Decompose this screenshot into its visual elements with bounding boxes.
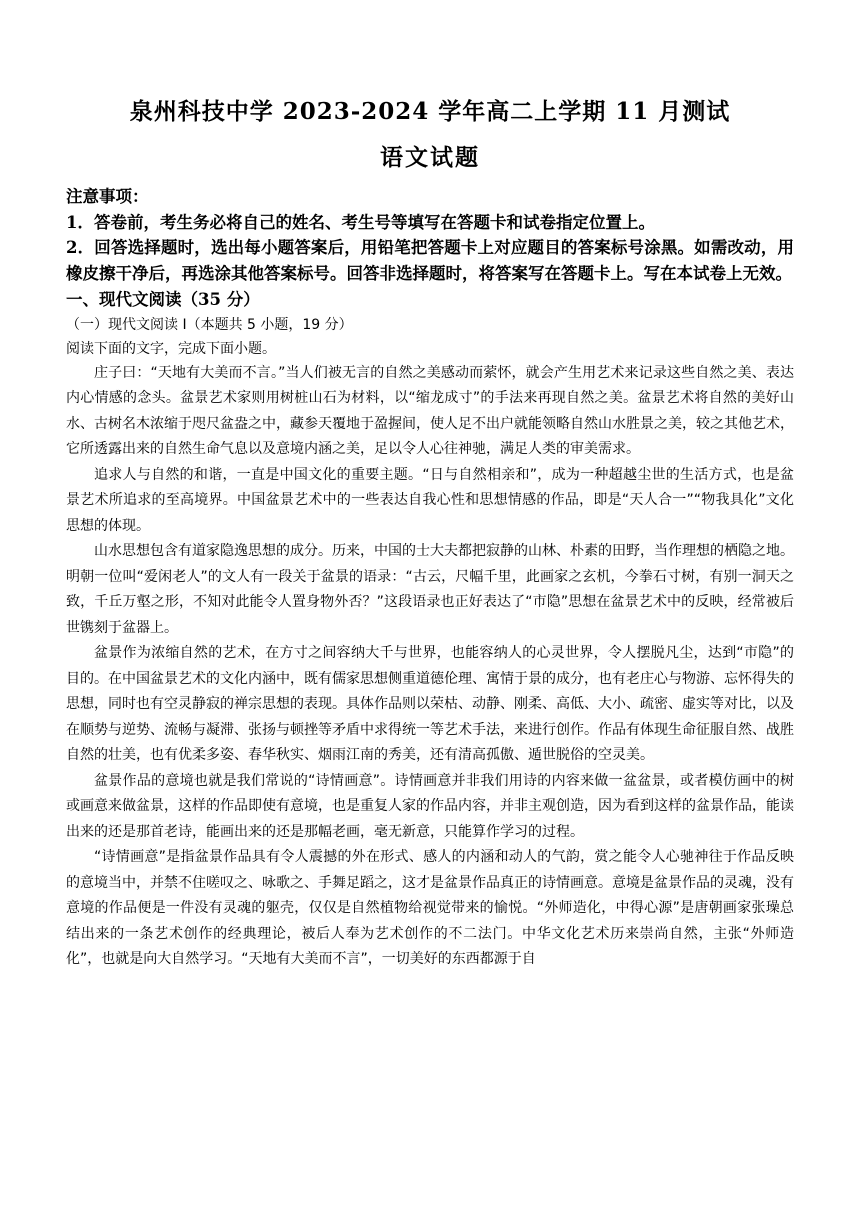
passage-paragraph-6: “诗情画意”是指盆景作品具有令人震撼的外在形式、感人的内涵和动人的气韵，赏之能令人心驰神往于作品反映的意境当中，并禁不住嗟叹之、咏歌之、手舞足蹈之，这才是盆景作品真正的诗情画意。意境是盆景作品的灵魂，没有意境的作品便是一件没有灵魂的躯壳，仅仅是自然植物给视觉带来的愉悦。“外师造化，中得心源”是唐朝画家张璪总结出来的一条艺术创作的经典理论，被后人奉为艺术创作的不二法门。中华文化艺术历来崇尚自然，主张“外师造化”，也就是向大自然学习。“天地有大美而不言”，一切美好的东西都源于自 bbox=[66, 849, 794, 967]
passage-paragraph-3: 山水思想包含有道家隐逸思想的成分。历来，中国的士大夫都把寂静的山林、朴素的田野，当作理想的栖隐之地。明朝一位叫“爱闲老人”的文人有一段关于盆景的语录：“古云，尺幅千里，此画家之玄机，今拳石寸树，有别一洞天之致，千丘万壑之形，不知对此能令人置身物外否？”这段语录也正好表达了“市隐”思想在盆景艺术中的反映，经常被后世镌刻于盆器上。 bbox=[66, 543, 794, 636]
passage-paragraph-1: 庄子曰：“天地有大美而不言。”当人们被无言的自然之美感动而萦怀，就会产生用艺术来记录这些自然之美、表达内心情感的念头。盆景艺术家则用树桩山石为材料，以“缩龙成寸”的手法来再现自然之美。盆景艺术将自然的美好山水、古树名木浓缩于咫尺盆盎之中，藏参天覆地于盈握间，使人足不出户就能领略自然山水胜景之美，较之其他艺术，它所透露出来的自然生命气息以及意境内涵之美，足以令人心往神驰，满足人类的审美需求。 bbox=[66, 364, 794, 457]
section-subheading: （一）现代文阅读 I（本题共 5 小题，19 分） bbox=[66, 316, 353, 333]
section-heading: 一、现代文阅读（35 分） bbox=[66, 290, 260, 309]
notice-item-2: 2．回答选择题时，选出每小题答案后，用铅笔把答题卡上对应题目的答案标号涂黑。如需改动，用橡皮擦干净后，再选涂其他答案标号。回答非选择题时，将答案写在答题卡上。写在本试卷上无效。 bbox=[66, 238, 794, 283]
exam-title: 泉州科技中学 2023-2024 学年高二上学期 11 月测试 bbox=[129, 98, 731, 125]
passage-paragraph-4: 盆景作为浓缩自然的艺术，在方寸之间容纳大千与世界，也能容纳人的心灵世界，令人摆脱凡尘，达到“市隐”的目的。在中国盆景艺术的文化内涵中，既有儒家思想侧重道德伦理、寓情于景的成分，也有老庄心与物游、忘怀得失的思想，同时也有空灵静寂的禅宗思想的表现。具体作品则以荣枯、动静、刚柔、高低、大小、疏密、虚实等对比，以及在顺势与逆势、流畅与凝滞、张扬与顿挫等矛盾中求得统一等艺术手法，来进行创作。作品有体现生命征服自然、战胜自然的壮美，也有优柔多姿、春华秋实、烟雨江南的秀美，还有清高孤傲、遁世脱俗的空灵美。 bbox=[66, 645, 794, 763]
passage-paragraph-5: 盆景作品的意境也就是我们常说的“诗情画意”。诗情画意并非我们用诗的内容来做一盆盆景，或者模仿画中的树或画意来做盆景，这样的作品即使有意境，也是重复人家的作品内容，并非主观创造，因为看到这样的盆景作品，能读出来的还是那首老诗，能画出来的还是那幅老画，毫无新意，只能算作学习的过程。 bbox=[66, 772, 794, 840]
notice-heading: 注意事项： bbox=[66, 187, 149, 206]
notice-item-1: 1．答卷前，考生务必将自己的姓名、考生号等填写在答题卡和试卷指定位置上。 bbox=[66, 212, 655, 232]
exam-page bbox=[66, 96, 794, 973]
passage-paragraph-2: 追求人与自然的和谐，一直是中国文化的重要主题。“日与自然相亲和”，成为一种超越尘世的生活方式，也是盆景艺术所追求的至高境界。中国盆景艺术中的一些表达自我心性和思想情感的作品，即是“天人合一”“物我具化”文化思想的体现。 bbox=[66, 466, 794, 534]
exam-subtitle: 语文试题 bbox=[380, 144, 480, 171]
reading-instruction: 阅读下面的文字，完成下面小题。 bbox=[66, 340, 276, 357]
